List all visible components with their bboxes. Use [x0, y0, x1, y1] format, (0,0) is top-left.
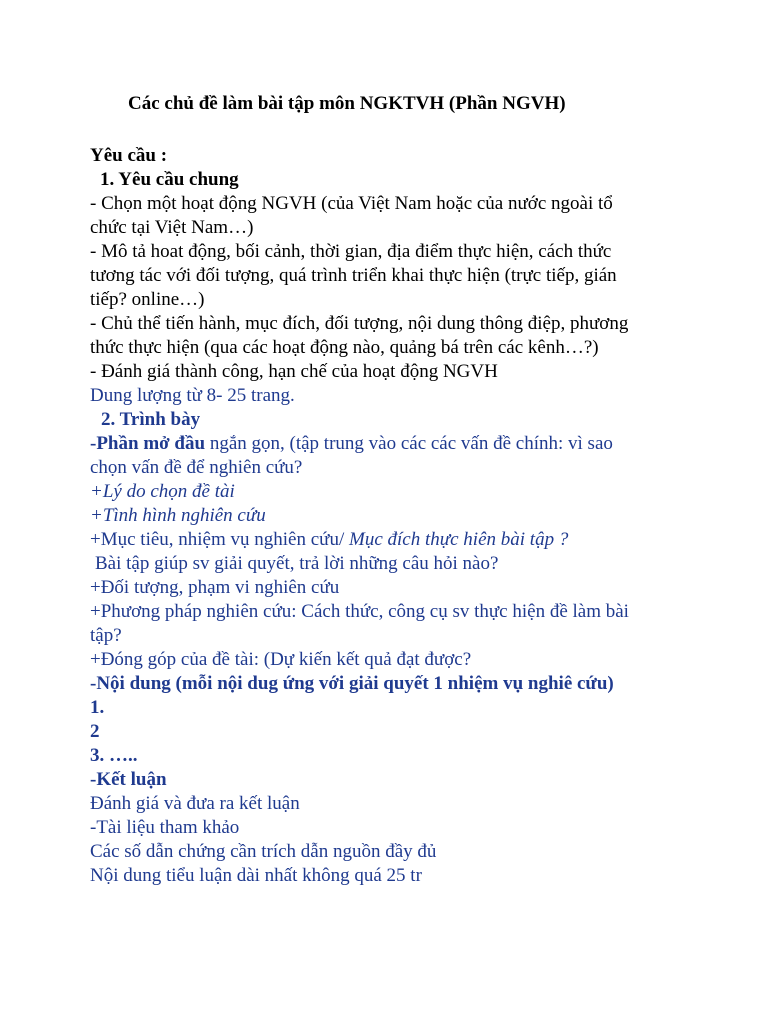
content-item-3: 3. ….. [90, 745, 138, 766]
conclusion-text: Đánh giá và đưa ra kết luận [90, 793, 300, 814]
section-1-line: - Chọn một hoạt động NGVH (của Việt Nam hoặc của nước ngoài tổ [90, 193, 613, 214]
questions-line: Bài tập giúp sv giải quyết, trả lời những câu hỏi nào? [95, 553, 499, 574]
citation-note: Các số dẫn chứng cần trích dẫn nguồn đầy đủ [90, 841, 437, 862]
document-page [90, 92, 690, 888]
intro-label: -Phần mở đầu [90, 433, 206, 454]
spacer [90, 116, 690, 144]
intro-line [90, 432, 690, 456]
section-1-line: tiếp? online…) [90, 289, 205, 310]
intro-continuation: chọn vấn đề để nghiên cứu? [90, 457, 303, 478]
section-1-line: - Mô tả hoat động, bối cảnh, thời gian, địa điểm thực hiện, cách thức [90, 241, 612, 262]
section-1-line: tương tác với đối tượng, quá trình triển khai thực hiện (trực tiếp, gián [90, 265, 617, 286]
method-line: +Phương pháp nghiên cứu: Cách thức, công cụ sv thực hiện đề làm bài [90, 601, 629, 622]
section-2-heading: 2. Trình bày [101, 409, 201, 430]
reason-item: +Lý do chọn đề tài [90, 481, 235, 502]
page-count-note: Dung lượng từ 8- 25 trang. [90, 385, 295, 406]
length-limit-note: Nội dung tiểu luận dài nhất không quá 25 tr [90, 865, 422, 886]
objectives-text: +Mục tiêu, nhiệm vụ nghiên cứu/ [90, 529, 349, 550]
document-title: Các chủ đề làm bài tập môn NGKTVH (Phần NGVH) [128, 93, 566, 114]
contribution-item: +Đóng góp của đề tài: (Dự kiến kết quả đạt được? [90, 649, 472, 670]
research-status-item: +Tình hình nghiên cứu [90, 505, 266, 526]
section-1-line: chức tại Việt Nam…) [90, 217, 254, 238]
objectives-line [90, 528, 690, 552]
scope-item: +Đối tượng, phạm vi nghiên cứu [90, 577, 340, 598]
requirements-label: Yêu cầu : [90, 145, 168, 166]
objectives-italic: Mục đích thực hiên bài tập ? [349, 529, 569, 550]
references-heading: -Tài liệu tham khảo [90, 817, 240, 838]
method-continuation: tập? [90, 625, 122, 646]
section-1-line: - Chủ thể tiến hành, mục đích, đối tượng, nội dung thông điệp, phương [90, 313, 629, 334]
section-1-line: thức thực hiện (qua các hoạt động nào, quảng bá trên các kênh…?) [90, 337, 599, 358]
conclusion-heading: -Kết luận [90, 769, 167, 790]
content-item-2: 2 [90, 721, 100, 742]
content-item-1: 1. [90, 697, 105, 718]
section-1-line: - Đánh giá thành công, hạn chế của hoạt động NGVH [90, 361, 498, 382]
content-heading: -Nội dung (mỗi nội dug ứng với giải quyết 1 nhiệm vụ nghiê cứu) [90, 673, 614, 694]
intro-text: ngắn gọn, (tập trung vào các các vấn đề chính: vì sao [205, 433, 613, 454]
section-1-heading: 1. Yêu cầu chung [100, 169, 239, 190]
